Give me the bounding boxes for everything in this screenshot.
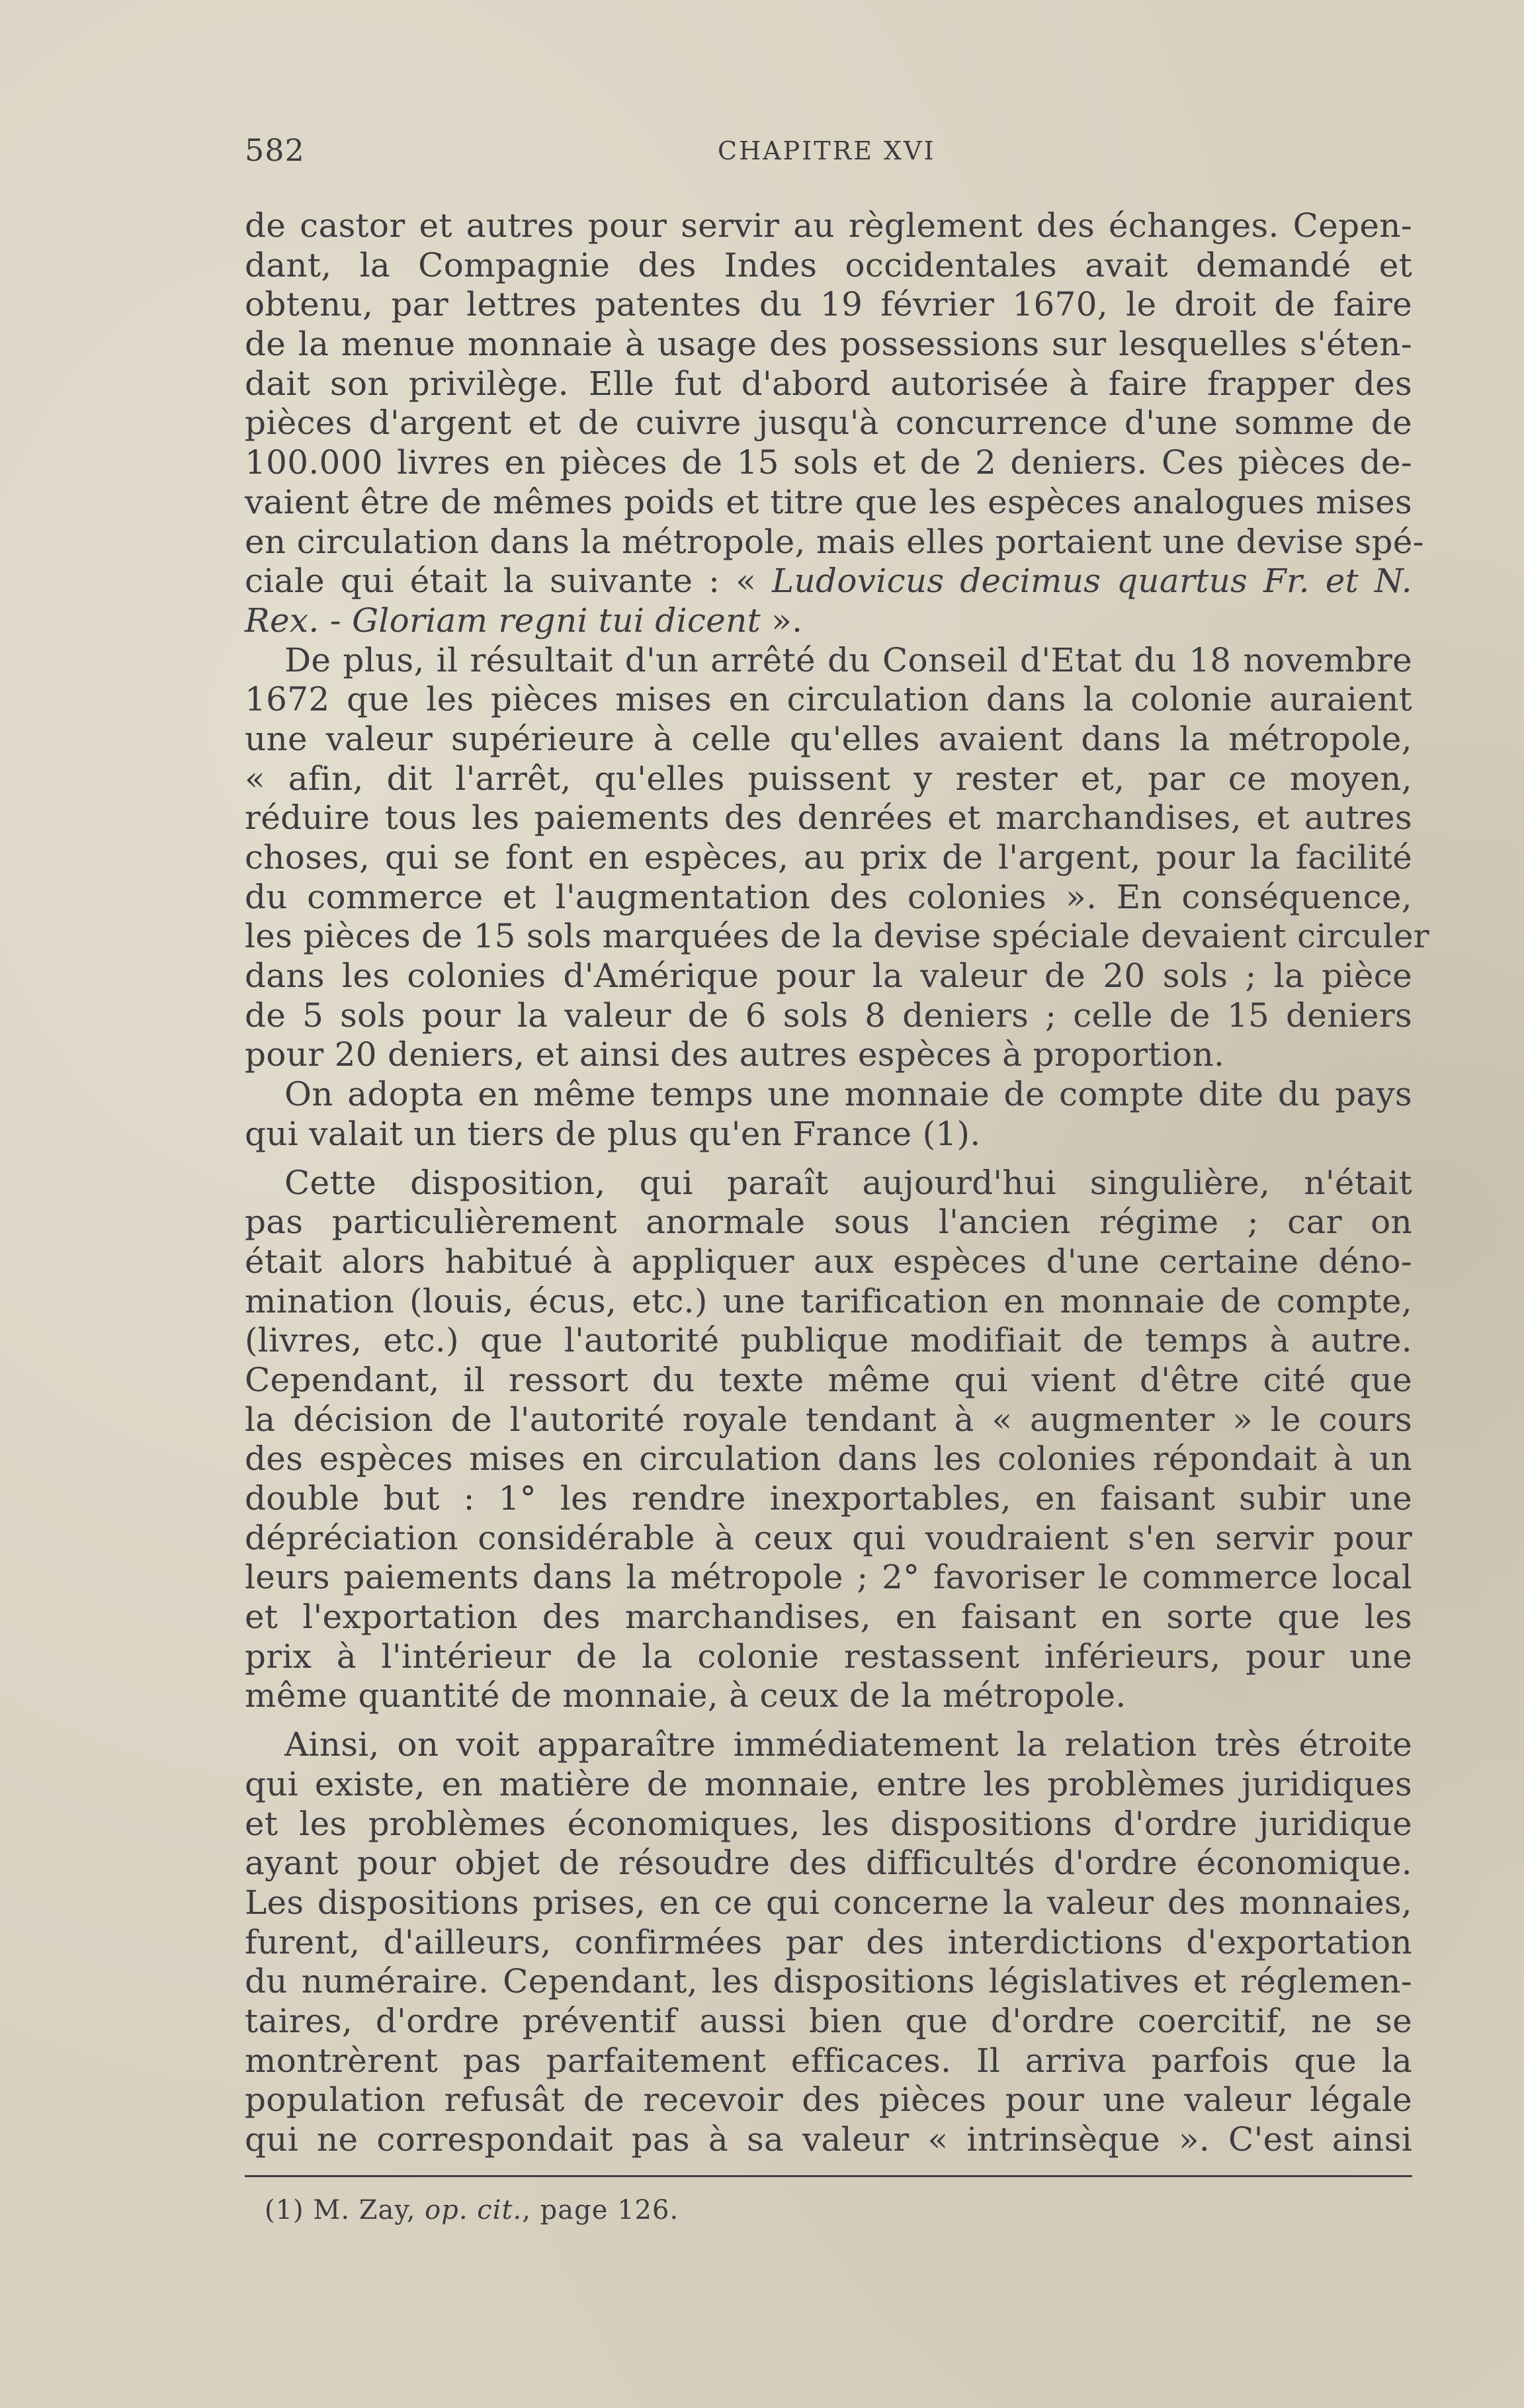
text-line: montrèrent pas parfaitement efficaces. Il arriva parfois que la <box>245 2041 1412 2080</box>
text-line: « afin, dit l'arrêt, qu'elles puissent y rester et, par ce moyen, <box>245 759 1412 798</box>
text-line: était alors habitué à appliquer aux espèces d'une certaine déno- <box>245 1242 1412 1281</box>
text-line: dépréciation considérable à ceux qui voudraient s'en servir pour <box>245 1518 1412 1557</box>
text-line: réduire tous les paiements des denrées et marchandises, et autres <box>245 798 1412 838</box>
text-line: 1672 que les pièces mises en circulation dans la colonie auraient <box>245 680 1412 719</box>
text-line: du numéraire. Cependant, les dispositions législatives et réglemen- <box>245 1962 1412 2001</box>
text-line: mination (louis, écus, etc.) une tarification en monnaie de compte, <box>245 1281 1412 1320</box>
text-line: pour 20 deniers, et ainsi des autres espèces à proportion. <box>245 1035 1225 1074</box>
text-line: pas particulièrement anormale sous l'ancien régime ; car on <box>245 1203 1412 1242</box>
text-line: du commerce et l'augmentation des colonies ». En conséquence, <box>245 877 1412 916</box>
text-line: en circulation dans la métropole, mais elles portaient une devise spé- <box>245 522 1424 561</box>
text-line: 100.000 livres en pièces de 15 sols et de 2 deniers. Ces pièces de- <box>245 443 1412 482</box>
footnote-page: , page 126. <box>522 2195 679 2225</box>
text-line: Cependant, il ressort du texte même qui vient d'être cité que <box>245 1360 1412 1399</box>
text-line: obtenu, par lettres patentes du 19 février 1670, le droit de faire <box>245 285 1412 324</box>
text-line: dait son privilège. Elle fut d'abord autorisée à faire frapper des <box>245 364 1412 403</box>
text-line: la décision de l'autorité royale tendant à « augmenter » le cours <box>245 1400 1412 1439</box>
footnote-reference: op. cit. <box>425 2195 523 2225</box>
text-line: qui existe, en matière de monnaie, entre les problèmes juridiques <box>245 1764 1412 1803</box>
text-line: taires, d'ordre préventif aussi bien que d'ordre coercitif, ne se <box>245 2001 1412 2040</box>
text-line: vaient être de mêmes poids et titre que les espèces analogues mises <box>245 482 1412 521</box>
text-line <box>245 601 1412 641</box>
text-line: qui valait un tiers de plus qu'en France (1). <box>245 1114 981 1153</box>
text-line: Cette disposition, qui paraît aujourd'hui singulière, n'était <box>284 1163 1412 1202</box>
text-line: des espèces mises en circulation dans les colonies répondait à un <box>245 1440 1412 1479</box>
text-line: et l'exportation des marchandises, en faisant en sorte que les <box>245 1598 1412 1637</box>
text-line: choses, qui se font en espèces, au prix de l'argent, pour la facilité <box>245 838 1412 877</box>
text-fragment: ». <box>761 601 803 640</box>
devise-text: Ludovicus decimus quartus Fr. et N. <box>772 562 1413 601</box>
text-line: de la menue monnaie à usage des possessions sur lesquelles s'éten- <box>245 325 1412 364</box>
text-line: Ainsi, on voit apparaître immédiatement la relation très étroite <box>284 1725 1412 1764</box>
text-line: qui ne correspondait pas à sa valeur « intrinsèque ». C'est ainsi <box>245 2120 1412 2159</box>
text-line: Les dispositions prises, en ce qui concerne la valeur des monnaies, <box>245 1883 1412 1922</box>
chapter-title: CHAPITRE XVI <box>718 136 936 165</box>
text-line: même quantité de monnaie, à ceux de la métropole. <box>245 1676 1126 1715</box>
text-fragment: ciale qui était la suivante : « <box>245 562 773 601</box>
body-text <box>245 206 1429 2160</box>
text-line: (livres, etc.) que l'autorité publique modifiait de temps à autre. <box>245 1321 1412 1360</box>
text-line: furent, d'ailleurs, confirmées par des interdictions d'exportation <box>245 1922 1412 1961</box>
text-line: et les problèmes économiques, les dispositions d'ordre juridique <box>245 1804 1412 1843</box>
running-head <box>245 132 1412 172</box>
footnote <box>265 2195 679 2225</box>
text-line: de 5 sols pour la valeur de 6 sols 8 deniers ; celle de 15 deniers <box>245 996 1412 1035</box>
text-line: prix à l'intérieur de la colonie restassent inférieurs, pour une <box>245 1637 1412 1676</box>
text-line: de castor et autres pour servir au règlement des échanges. Cepen- <box>245 206 1412 245</box>
footnote-divider <box>245 2175 1412 2177</box>
page-number: 582 <box>245 132 305 168</box>
text-line <box>245 562 1412 601</box>
text-line: les pièces de 15 sols marquées de la devise spéciale devaient circuler <box>245 917 1429 956</box>
text-line: pièces d'argent et de cuivre jusqu'à concurrence d'une somme de <box>245 404 1412 443</box>
text-line: leurs paiements dans la métropole ; 2° favoriser le commerce local <box>245 1558 1412 1597</box>
text-line: On adopta en même temps une monnaie de compte dite du pays <box>284 1075 1412 1114</box>
text-line: dans les colonies d'Amérique pour la valeur de 20 sols ; la pièce <box>245 957 1412 996</box>
text-line: population refusât de recevoir des pièces pour une valeur légale <box>245 2081 1412 2120</box>
text-line: une valeur supérieure à celle qu'elles avaient dans la métropole, <box>245 719 1412 758</box>
text-line: dant, la Compagnie des Indes occidentales avait demandé et <box>245 245 1412 284</box>
text-line: double but : 1° les rendre inexportables, en faisant subir une <box>245 1479 1412 1518</box>
devise-text: Rex. - Gloriam regni tui dicent <box>245 601 761 640</box>
text-line: De plus, il résultait d'un arrêté du Conseil d'Etat du 18 novembre <box>284 640 1412 679</box>
text-line: ayant pour objet de résoudre des difficultés d'ordre économique. <box>245 1844 1412 1883</box>
footnote-marker: (1) M. Zay, <box>265 2195 425 2225</box>
